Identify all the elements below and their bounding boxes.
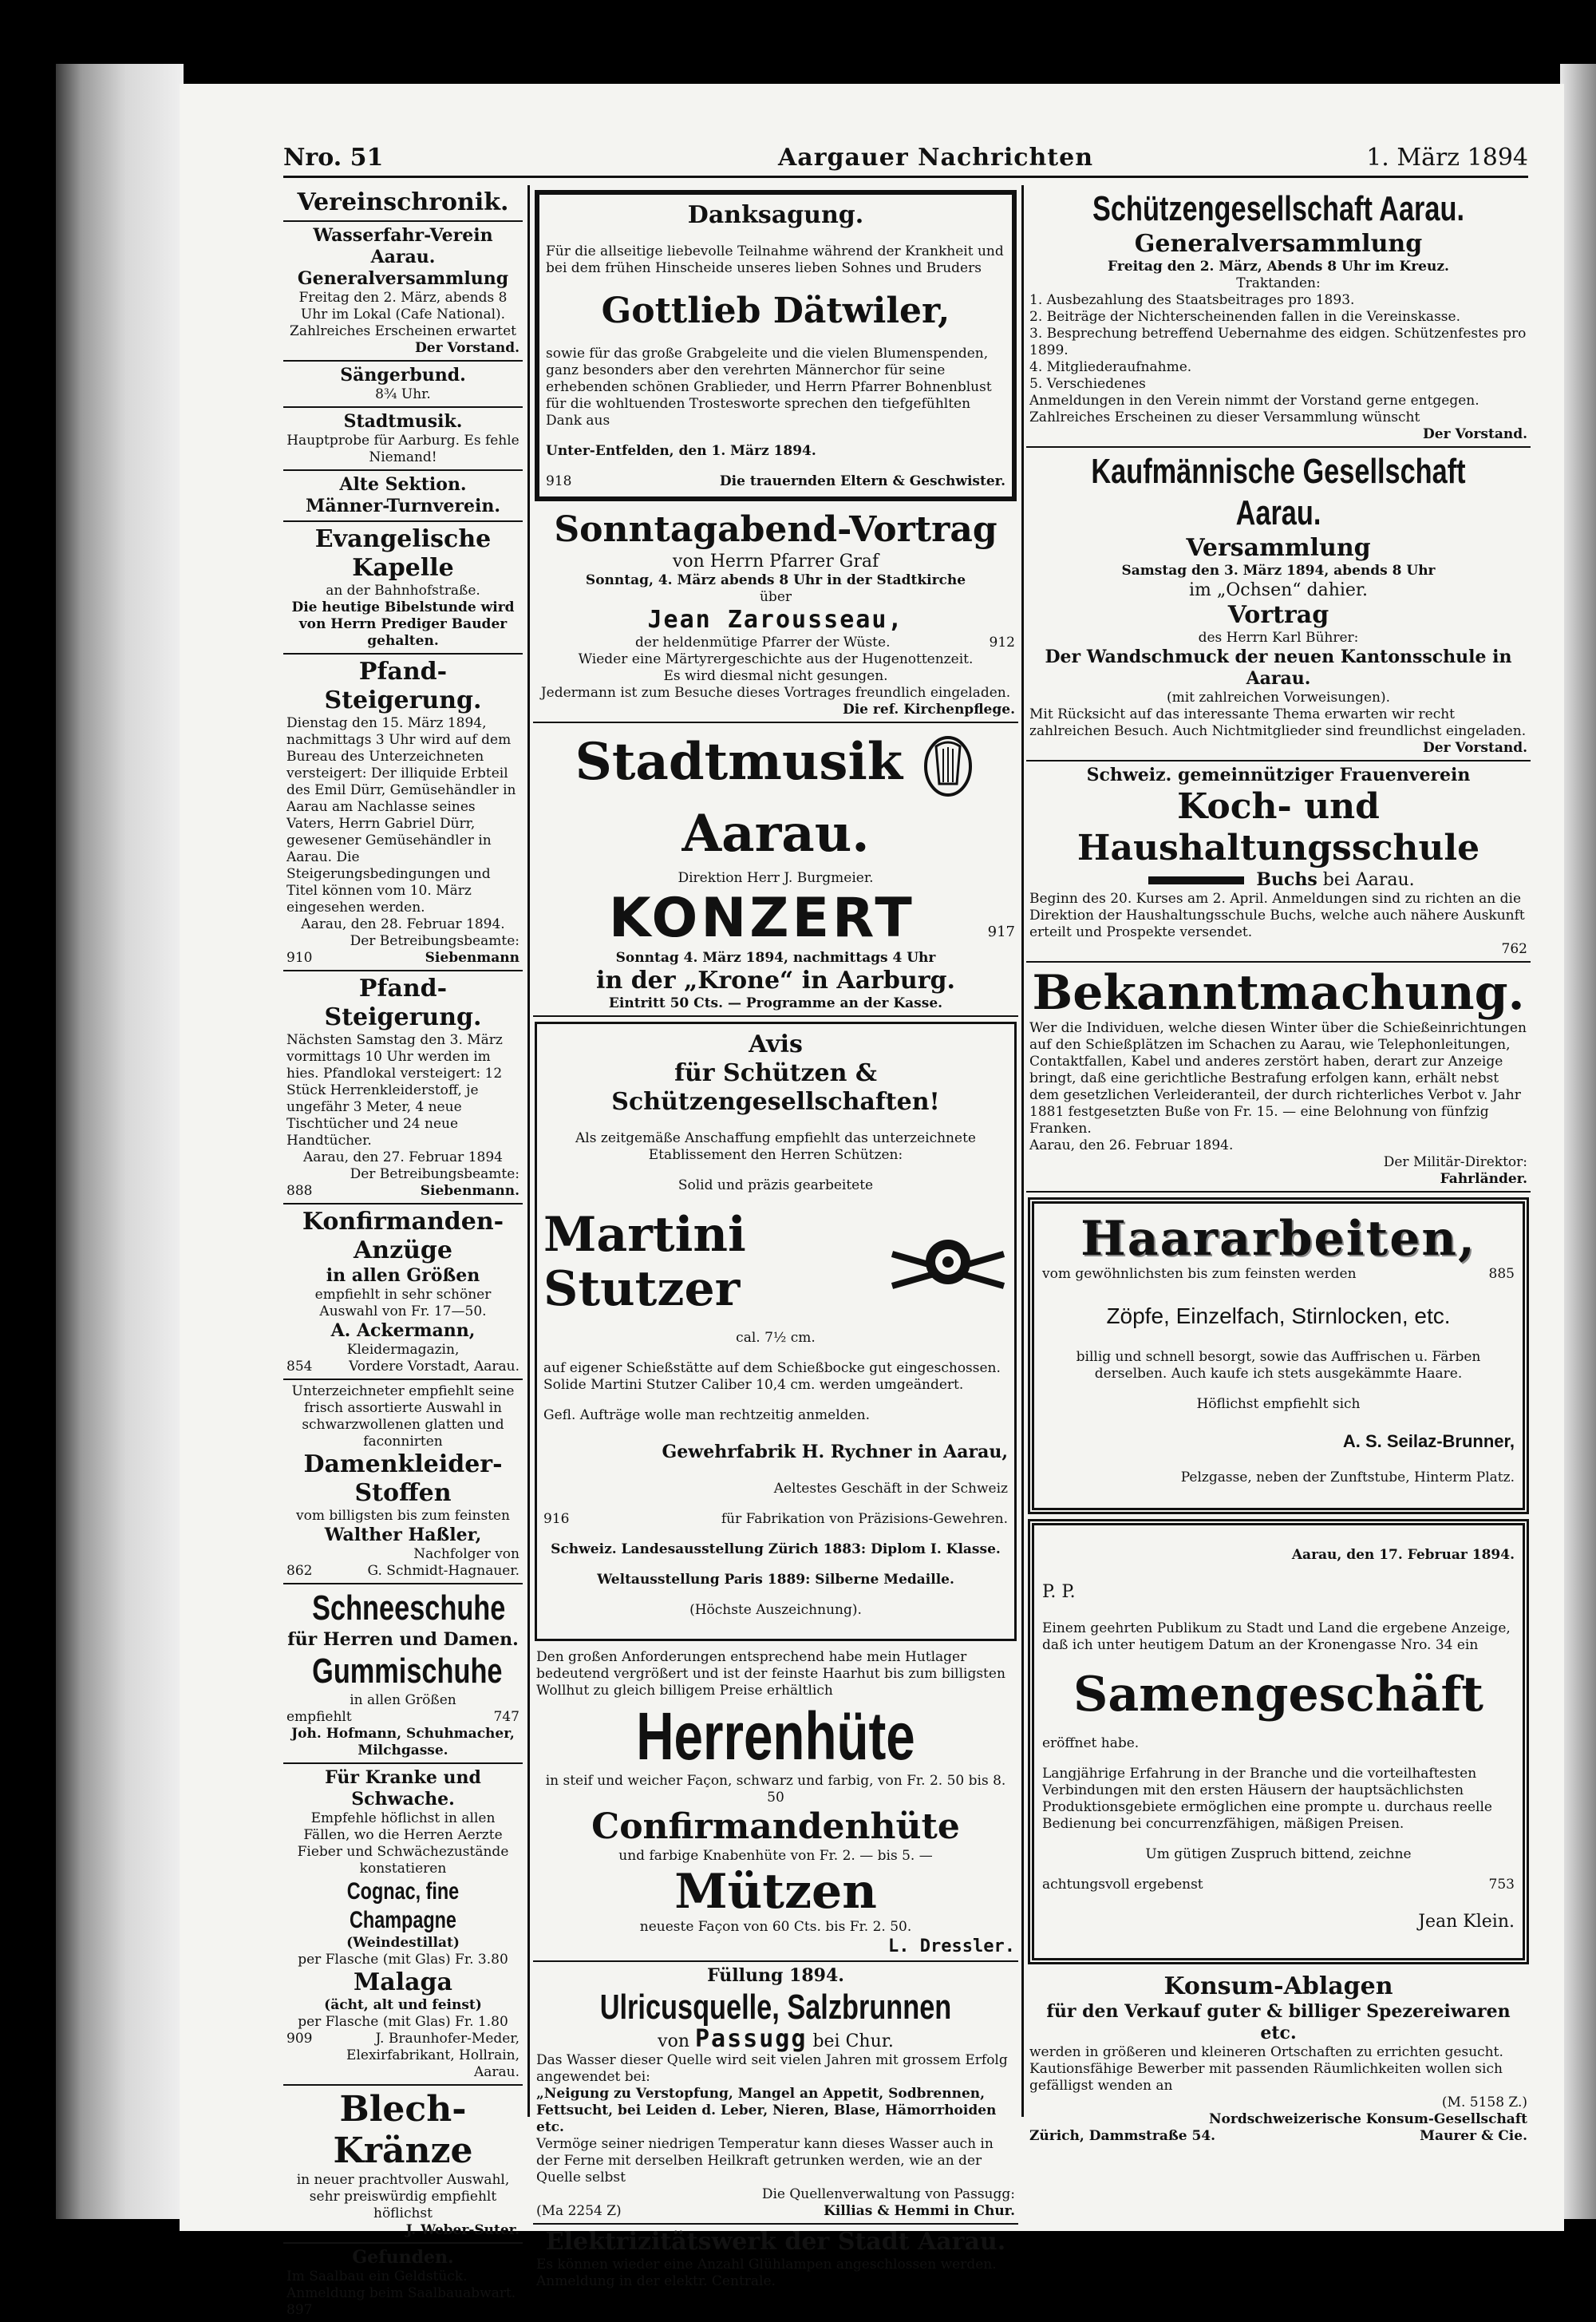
ad-calibre: cal. 7½ cm.	[736, 1330, 816, 1346]
agenda-item: 3. Besprechung betreffend Uebernahme des eidgen. Schützenfestes pro 1899.	[1029, 326, 1527, 358]
ad-product-2: Malaga	[354, 1968, 452, 1996]
ad-text: Wieder eine Märtyrergeschichte aus der Hugenottenzeit.	[578, 651, 974, 667]
ad-text: Empfehle höflichst in allen Fällen, wo die Herren Aerzte Fieber und Schwächezustände konstatieren	[297, 1810, 509, 1877]
ad-title: Schützengesellschaft Aarau.	[1092, 189, 1465, 228]
issue-date: 1. März 1894	[1366, 144, 1528, 172]
ad-sign: Killias & Hemmi in Chur.	[824, 2203, 1015, 2219]
ad-elektrizitaetswerk	[533, 2225, 1018, 2293]
ad-number: 916	[543, 1511, 570, 1527]
ad-haararbeiten	[1028, 1197, 1529, 1514]
ad-title: Herrenhüte	[636, 1699, 915, 1774]
ad-title: Pfand-Steigerung.	[324, 658, 482, 714]
rifle-target-icon	[888, 1226, 1008, 1298]
ad-herrenhuete	[533, 1646, 1018, 1962]
ad-title: KONZERT	[608, 887, 915, 950]
ad-sign: Jean Klein.	[1418, 1912, 1515, 1932]
ad-note: (mit zahlreichen Vorweisungen).	[1166, 690, 1391, 706]
ad-office: Der Betreibungsbeamte:	[350, 1166, 519, 1182]
ad-note: Füllung 1894.	[707, 1965, 844, 1986]
ad-name: Evangelische Kapelle	[314, 525, 492, 582]
ad-sub: für Schützen & Schützengesellschaften!	[611, 1059, 940, 1116]
ad-sub: Koch- und Haushaltungsschule	[1077, 786, 1480, 868]
ad-place-line	[536, 2025, 1015, 2053]
ad-text: werden in größeren und kleineren Ortschaften zu errichten gesucht. Kautionsfähige Bewerber mit passenden Räumlichkeiten wollen sich gefälligst wenden an	[1029, 2044, 1503, 2094]
ad-stadtmusik	[283, 408, 523, 471]
ad-number: 912	[989, 635, 1015, 651]
ad-text: Hauptprobe für Aarburg. Es fehle Niemand!	[286, 433, 519, 465]
ad-danksagung	[535, 190, 1017, 501]
ad-text: in neuer prachtvoller Auswahl, sehr preiswürdig empfiehlt höflichst	[296, 2172, 510, 2221]
ad-topic: Der Wandschmuck der neuen Kantonsschule in Aarau.	[1045, 647, 1512, 689]
ad-place: Aarau, den 17. Februar 1894.	[1291, 1547, 1515, 1563]
ad-traktanden: Traktanden:	[1236, 275, 1321, 291]
ad-name: Sängerbund.	[340, 365, 466, 386]
ad-sign: Der Vorstand.	[1423, 740, 1527, 756]
ad-text: Für die allseitige liebevolle Teilnahme während der Krankheit und bei dem frühen Hinscheide unseres lieben Sohnes und Bruders	[546, 243, 1004, 276]
ad-sub: in allen Größen	[326, 1265, 480, 1286]
ad-text: Die Quellenverwaltung von Passugg:	[761, 2186, 1015, 2202]
ad-where: im „Ochsen“ dahier.	[1188, 580, 1369, 600]
ad-sub-2: Mützen	[674, 1864, 877, 1920]
agenda-list	[1029, 292, 1527, 393]
ad-number: 854	[286, 1359, 313, 1375]
ad-name: Stadtmusik.	[343, 411, 463, 432]
ad-sub: Generalversammlung	[1134, 230, 1423, 258]
ad-sign: Fahrländer.	[1440, 1171, 1527, 1187]
ad-name: A. S. Seilaz-Brunner,	[1342, 1431, 1515, 1451]
ad-text: Mit Rücksicht auf das interessante Thema erwarten wir recht zahlreichen Besuch. Auch Nichtmitglieder sind freundlichst eingeladen.	[1029, 706, 1527, 739]
ad-konzert	[533, 723, 1018, 1017]
ad-avis-schuetzen	[535, 1022, 1017, 1641]
ad-sub: Versammlung	[1186, 534, 1371, 562]
ad-text: empfiehlt	[286, 1709, 352, 1725]
ad-name: Jean Zarousseau,	[647, 606, 904, 634]
ad-title: Samengeschäft	[1073, 1667, 1483, 1723]
ad-number: 918	[546, 473, 572, 489]
ad-title: Generalversammlung	[297, 268, 509, 289]
ad-text: Das Wasser dieser Quelle wird seit vielen Jahren mit grossem Erfolg angewendet bei:	[536, 2052, 1008, 2085]
ad-award-note: (Höchste Auszeichnung).	[689, 1602, 862, 1618]
ad-intro: Unterzeichneter empfiehlt seine frisch assortierte Auswahl in schwarzwollenen glatten und faconnirten	[291, 1383, 515, 1450]
ad-address: Pelzgasse, neben der Zunftstube, Hinterm Platz.	[1180, 1470, 1515, 1485]
ad-title: Sonntagabend-Vortrag	[554, 509, 998, 550]
ad-title: Schneeschuhe	[312, 1588, 506, 1628]
issue-number: Nro. 51	[283, 144, 384, 172]
ad-name: J. Braunhofer-Meder, Elexirfabrikant, Hollrain, Aarau.	[346, 2031, 519, 2080]
ad-band-name: Stadtmusik	[575, 732, 903, 792]
ad-price: per Flasche (mit Glas) Fr. 3.80	[298, 1952, 508, 1968]
ad-place: Aarau, den 26. Februar 1894.	[1029, 1137, 1234, 1153]
ad-text: Jedermann ist zum Besuche dieses Vortrages freundlich eingeladen.	[540, 685, 1011, 701]
ad-kranke	[283, 1764, 523, 2086]
ad-vortrag: Vortrag	[1227, 601, 1329, 629]
ad-number: 753	[1488, 1877, 1515, 1893]
ad-text: achtungsvoll ergebenst	[1042, 1877, 1203, 1893]
page-header	[283, 144, 1528, 178]
ad-text: Höflichst empfiehlt sich	[1196, 1396, 1361, 1412]
ad-schuetzengesellschaft	[1026, 185, 1531, 448]
newspaper-title: Aargauer Nachrichten	[778, 144, 1094, 172]
ad-text: eröffnet habe.	[1042, 1735, 1140, 1751]
ad-title: Konfirmanden-Anzüge	[302, 1208, 504, 1264]
ad-address: Vordere Vorstadt, Aarau.	[349, 1359, 519, 1375]
ad-prev: G. Schmidt-Hagnauer.	[367, 1563, 519, 1579]
ad-name: A. Ackermann,	[330, 1320, 476, 1341]
ad-text: auf eigener Schießstätte auf dem Schießbocke gut eingeschossen. Solide Martini Stutzer Caliber 10,4 cm. werden umgeändert.	[543, 1360, 1001, 1393]
ad-text: Dienstag den 15. März 1894, nachmittags 3 Uhr wird auf dem Bureau des Unterzeichneten versteigert: Der illiquide Erbteil des Emil Dürr, Gemüsehändler in Aarau am Nachlasse seines Vaters, Herrn Gabriel Dürr, gewesener Gemüsehändler in Aarau. Die Steigerungsbedingungen und Titel können vom 10. März eingesehen werden.	[286, 715, 516, 916]
ad-text: „Neigung zu Verstopfung, Mangel an Appetit, Sodbrennen, Fettsucht, bei Leiden d. Leber, Nieren, Blase, Hämorrhoiden etc.	[536, 2086, 997, 2135]
vereinschronik-header	[283, 185, 523, 222]
agenda-item: 1. Ausbezahlung des Staatsbeitrages pro 1893.	[1029, 292, 1355, 308]
ad-text: vom billigsten bis zum feinsten	[295, 1508, 511, 1524]
ad-number: 762	[1501, 941, 1527, 957]
ad-title: Gefunden.	[352, 2247, 454, 2268]
section-title: Vereinschronik.	[297, 188, 509, 216]
ad-direction: Direktion Herr J. Burgmeier.	[678, 870, 874, 886]
ad-title: Schweiz. gemeinnütziger Frauenverein	[1086, 765, 1471, 785]
ad-code: (M. 5158 Z.)	[1441, 2095, 1527, 2110]
ad-sign: Die ref. Kirchenpflege.	[842, 702, 1015, 718]
ad-text: für Fabrikation von Präzisions-Gewehren.	[721, 1511, 1008, 1527]
ad-when: Freitag den 2. März, Abends 8 Uhr im Kreuz.	[1108, 259, 1449, 275]
ad-number: 747	[493, 1709, 519, 1725]
ad-ulricusquelle	[533, 1962, 1018, 2225]
ad-sub: für Herren und Damen.	[287, 1629, 519, 1650]
ad-intro: Den großen Anforderungen entsprechend habe mein Hutlager bedeutend vergrößert und ist der feinste Haarhut bis zum billigsten Wollhut zu gleich billigem Preise erhältlich	[536, 1649, 1005, 1699]
column-1	[283, 185, 523, 2318]
ad-when: Samstag den 3. März 1894, abends 8 Uhr	[1121, 563, 1436, 579]
ad-title: Danksagung.	[687, 201, 864, 229]
ad-time: 8¾ Uhr.	[375, 386, 431, 402]
ad-text: Nächsten Samstag den 3. März vormittags 10 Uhr werden im hies. Pfandlokal versteigert: 12 Stück Herrenkleiderstoff, je ungefähr 3 Meter, 4 neue Tischtücher und 24 neue Handtücher.	[286, 1032, 503, 1149]
ad-blech-kraenze	[283, 2086, 523, 2244]
ad-text: Aeltestes Geschäft in der Schweiz	[773, 1481, 1008, 1497]
ad-name: J. Weber-Suter.	[405, 2222, 519, 2238]
ad-bekanntmachung	[1026, 963, 1531, 1193]
ad-price: per Flasche (mit Glas) Fr. 1.80	[298, 2014, 508, 2030]
ad-evangelische-kapelle	[283, 522, 523, 655]
agenda-item: 4. Mitgliederaufnahme.	[1029, 359, 1192, 375]
ad-samengeschaeft	[1028, 1519, 1529, 1964]
ad-code: (Ma 2254 Z)	[536, 2203, 622, 2219]
column-divider	[527, 185, 530, 2117]
ad-by: des Herrn Karl Bührer:	[1198, 630, 1359, 646]
ad-pp: P. P.	[1042, 1582, 1076, 1602]
ad-text: Anmeldungen in den Verein nimmt der Vorstand gerne entgegen. Zahlreiches Erscheinen zu dieser Versammlung wünscht	[1029, 393, 1479, 425]
ad-text: Einem geehrten Publikum zu Stadt und Land die ergebene Anzeige, daß ich unter heutigem Datum an der Kronengasse Nro. 34 ein	[1042, 1620, 1511, 1653]
ad-name: Wasserfahr-Verein Aarau.	[313, 225, 493, 267]
ad-place: Buchs	[1256, 869, 1317, 890]
ad-sub: Männer-Turnverein.	[306, 496, 500, 516]
ad-number: 862	[286, 1563, 313, 1579]
ad-name: Alte Sektion.	[339, 474, 467, 495]
ad-text: Gefl. Aufträge wolle man rechtzeitig anmelden.	[543, 1407, 870, 1423]
ad-title: Bekanntmachung.	[1032, 965, 1525, 1021]
ad-wasserfahr	[283, 222, 523, 362]
ad-konsum-ablagen	[1026, 1969, 1531, 2148]
ad-sign: Der Vorstand.	[415, 340, 519, 356]
ad-title: Damenkleider-Stoffen	[303, 1450, 503, 1507]
ad-number: 888	[286, 1183, 313, 1199]
ad-gefunden	[283, 2244, 523, 2322]
ad-vortrag	[533, 506, 1018, 723]
ad-shop: Kleidermagazin,	[346, 1342, 460, 1358]
book-pages-right	[1560, 64, 1596, 2219]
ad-text: in allen Größen	[350, 1692, 456, 1708]
ad-award: Schweiz. Landesausstellung Zürich 1883: Diplom I. Klasse.	[551, 1541, 1001, 1557]
ad-band-city: Aarau.	[681, 804, 870, 864]
ad-text: in steif und weicher Façon, schwarz und farbig, von Fr. 2. 50 bis 8. 50	[545, 1773, 1006, 1806]
ad-award: Weltausstellung Paris 1889: Silberne Medaille.	[597, 1572, 954, 1588]
ad-ueber: über	[759, 589, 792, 605]
ad-bei: bei Chur.	[812, 2031, 894, 2051]
ad-number: 909	[286, 2031, 313, 2047]
ad-schneeschuhe	[283, 1584, 523, 1764]
ad-entry: Eintritt 50 Cts. — Programme an der Kasse.	[608, 995, 943, 1011]
ad-name: Walther Haßler,	[324, 1525, 482, 1545]
ad-text: Langjährige Erfahrung in der Branche und die vorteilhaftesten Verbindungen mit den ersten Häusern der hauptsächlichsten Produktionsgebiete ermöglichen eine prompte u. durchaus reelle Bedienung bei concurrenzfähigen, mäßigen Preisen.	[1042, 1766, 1492, 1832]
ad-text: Wer die Individuen, welche diesen Winter über die Schießeinrichtungen auf den Schießplätzen im Schachen zu Aarau, wie Telephonleitungen, Contaktfallen, Kabel und anderes zerstört haben, derart zur Anzeige bringt, daß eine gerichtliche Bestrafung erfolgen kann, erhält nebst dem gesetzlichen Verleideranteil, der durch richterliches Verbot v. Jahr 1881 festgesetzten Buße von Fr. 15. — eine Belohnung von fünfzig Franken.	[1029, 1020, 1527, 1137]
ad-note: (ächt, alt und feinst)	[324, 1997, 482, 2013]
ad-frauenverein	[1026, 761, 1531, 963]
ad-text: billig und schnell besorgt, sowie das Auffrischen u. Färben derselben. Auch kaufe ich stets ausgekämmte Haare.	[1076, 1349, 1481, 1382]
ad-firm: Maurer & Cie.	[1420, 2128, 1527, 2144]
book-spine-pages-left	[56, 64, 184, 2219]
ad-text: Solid und präzis gearbeitete	[678, 1177, 874, 1193]
ad-place: Aarau, den 28. Februar 1894.	[301, 916, 505, 932]
ad-alte-sektion	[283, 471, 523, 522]
agenda-item: 2. Beiträge der Nichterscheinenden fallen in die Vereinskasse.	[1029, 309, 1460, 325]
ad-firm: Gewehrfabrik H. Rychner in Aarau,	[662, 1442, 1008, 1462]
ad-text: Freitag den 2. März, abends 8 Uhr im Lokal (Cafe National). Zahlreiches Erscheinen erwartet	[290, 290, 516, 339]
lyre-icon	[920, 734, 976, 798]
ad-bei: bei Aarau.	[1322, 870, 1415, 890]
ad-place: Aarau, den 27. Februar 1894	[303, 1149, 503, 1165]
ad-number: 885	[1488, 1266, 1515, 1282]
ad-number: 917	[987, 924, 1015, 940]
ad-sign: Die trauernden Eltern & Geschwister.	[719, 473, 1005, 489]
ad-name: Joh. Hofmann, Schuhmacher, Milchgasse.	[291, 1726, 515, 1758]
ad-sign: Der Vorstand.	[1423, 426, 1527, 442]
ad-nach: Nachfolger von	[413, 1546, 519, 1562]
ad-pfand-steigerung-2	[283, 971, 523, 1205]
ad-text: Es können wieder eine Anzahl Glühlampen angeschlossen werden. Anmeldung in der elektr. Centrale.	[536, 2257, 997, 2289]
ad-title: Konsum-Ablagen	[1163, 1972, 1393, 2000]
ad-sign: Siebenmann	[425, 950, 519, 966]
ad-pfand-steigerung-1	[283, 655, 523, 971]
ad-text: empfiehlt in sehr schöner Auswahl von Fr. 17—50.	[314, 1287, 492, 1319]
ad-text: Um gütigen Zuspruch bittend, zeichne	[1145, 1846, 1412, 1862]
ad-text: an der Bahnhofstraße.	[326, 583, 480, 599]
ad-product: Martini Stutzer	[543, 1207, 746, 1317]
ad-sign: Siebenmann.	[420, 1183, 519, 1199]
ad-number: 910	[286, 950, 313, 966]
ad-org: Nordschweizerische Konsum-Gesellschaft	[1209, 2111, 1527, 2127]
ad-text: vom gewöhnlichsten bis zum feinsten werden	[1042, 1266, 1357, 1282]
ad-sub: Confirmandenhüte	[591, 1806, 960, 1847]
ad-text: Die heutige Bibelstunde wird von Herrn Prediger Bauder gehalten.	[291, 599, 515, 649]
ad-von: von	[658, 2031, 689, 2051]
ad-name: L. Dressler.	[888, 1936, 1015, 1956]
ad-place: Unter-Entfelden, den 1. März 1894.	[546, 443, 816, 459]
ad-text: Es wird diesmal nicht gesungen.	[663, 668, 888, 684]
ad-damenkleider	[283, 1380, 523, 1584]
agenda-item: 5. Verschiedenes	[1029, 376, 1146, 392]
column-divider	[1021, 185, 1024, 2117]
ad-when: Sonntag, 4. März abends 8 Uhr in der Stadtkirche	[585, 572, 966, 588]
ad-text: sowie für das große Grabgeleite und die vielen Blumenspenden, ganz besonders aber den verehrten Männerchor für seine erhebenden schönen Grablieder, und Herrn Pfarrer Bohnenblust für die wohltuenden Trostesworte sprechen den tiefgefühlten Dank aus	[546, 346, 992, 429]
ad-title: Kaufmännische Gesellschaft Aarau.	[1091, 452, 1466, 532]
ad-office: Der Militär-Direktor:	[1383, 1154, 1527, 1170]
ad-title: Elektrizitätswerk der Stadt Aarau.	[545, 2228, 1006, 2256]
ad-by: von Herrn Pfarrer Graf	[672, 552, 879, 572]
ad-title: Ulricusquelle, Salzbrunnen	[599, 1988, 952, 2027]
ad-text: Im Saalbau ein Geldstück. Anmeldung beim Saalbauabwart. 897	[286, 2269, 516, 2318]
ad-product: Cognac, fine Champagne	[346, 1878, 460, 1933]
ad-kaufmaennische	[1026, 448, 1531, 761]
ad-name: Gottlieb Dätwiler,	[601, 291, 950, 331]
ad-text: Beginn des 20. Kurses am 2. April. Anmeldungen sind zu richten an die Direktion der Haushaltungsschule Buchs, welche auch nähere Auskunft erteilt und Prospekte versendet.	[1029, 891, 1525, 940]
ad-office: Der Betreibungsbeamte:	[350, 933, 519, 949]
ad-saengerbund	[283, 362, 523, 408]
ad-text: Als zeitgemäße Anschaffung empfiehlt das unterzeichnete Etablissement den Herren Schützen:	[575, 1130, 976, 1163]
ad-place: Passugg	[695, 2025, 808, 2053]
column-2	[533, 185, 1018, 2289]
ad-text: der heldenmütige Pfarrer der Wüste.	[635, 635, 891, 651]
column-3	[1026, 185, 1531, 2144]
ad-place-line	[1029, 869, 1527, 891]
ad-title-2: Gummischuhe	[312, 1652, 503, 1691]
ad-sub: für den Verkauf guter & billiger Spezereiwaren etc.	[1046, 2001, 1511, 2043]
ad-text: Vermöge seiner niedrigen Temperatur kann dieses Wasser auch in der Ferne mit derselben Heilkraft getrunken werden, wie an der Quelle selbst	[536, 2136, 994, 2186]
ad-text: neueste Façon von 60 Cts. bis Fr. 2. 50.	[639, 1919, 912, 1935]
ad-where: in der „Krone“ in Aarburg.	[596, 967, 955, 995]
ad-address: Zürich, Dammstraße 54.	[1029, 2128, 1216, 2144]
ad-title: Blech-Kränze	[333, 2089, 473, 2171]
ad-title: Avis	[749, 1030, 803, 1058]
ad-title: Pfand-Steigerung.	[324, 975, 482, 1031]
ad-text: und farbige Knabenhüte von Fr. 2. — bis 5. —	[618, 1848, 933, 1864]
ad-note: (Weindestillat)	[346, 1935, 460, 1951]
decorative-rule	[1148, 876, 1244, 884]
ad-products: Zöpfe, Einzelfach, Stirnlocken, etc.	[1106, 1303, 1451, 1328]
ad-konfirmanden	[283, 1205, 523, 1380]
ad-when: Sonntag 4. März 1894, nachmittags 4 Uhr	[615, 950, 936, 966]
ad-title: Für Kranke und Schwache.	[325, 1767, 481, 1810]
ad-title: Haararbeiten,	[1080, 1211, 1476, 1267]
